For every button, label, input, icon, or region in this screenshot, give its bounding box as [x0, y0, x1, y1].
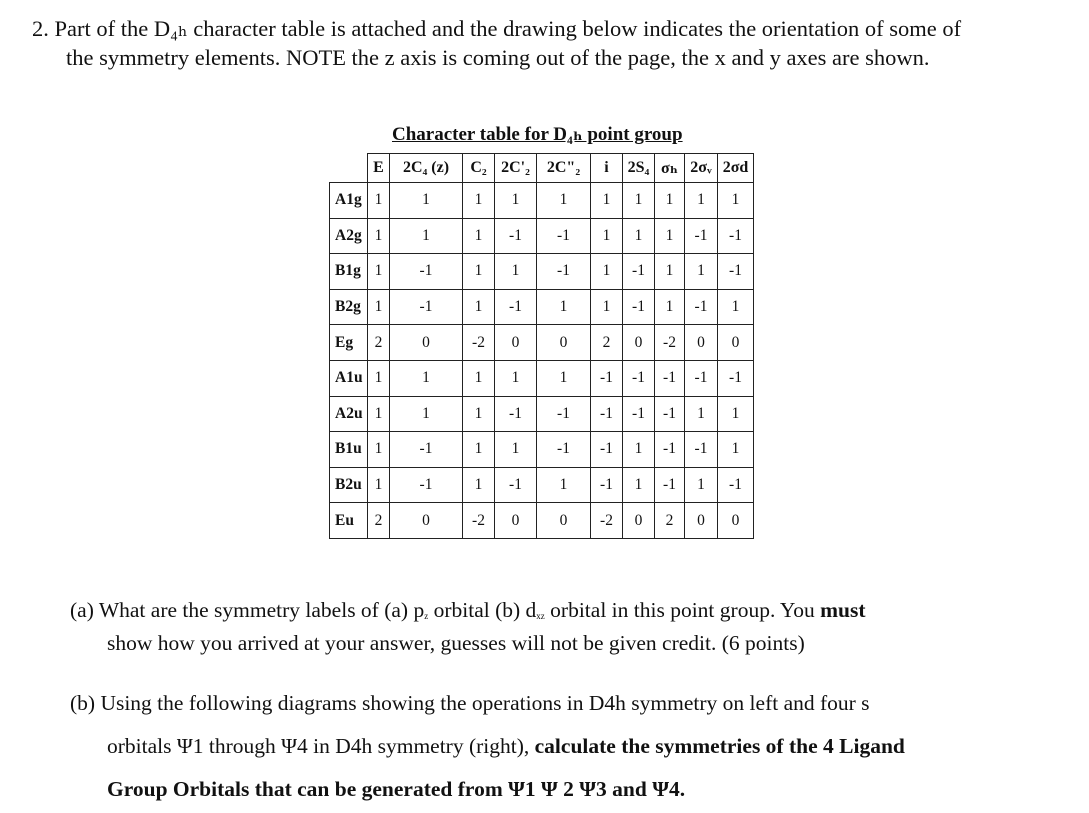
part-a — [70, 597, 1060, 657]
character-cell: -1 — [718, 360, 754, 396]
character-cell: 2 — [591, 325, 623, 361]
character-cell: -1 — [685, 432, 718, 468]
character-cell: 1 — [537, 289, 591, 325]
character-cell: -2 — [463, 503, 495, 539]
character-cell: 0 — [718, 503, 754, 539]
table-row — [330, 503, 754, 539]
character-cell: 1 — [623, 432, 655, 468]
character-cell: 1 — [463, 360, 495, 396]
table-corner — [330, 154, 368, 183]
character-cell: 1 — [655, 183, 685, 219]
irrep-label: Eu — [330, 503, 368, 539]
character-cell: 1 — [685, 183, 718, 219]
header-cell: 2C"₂ — [537, 154, 591, 183]
character-table — [329, 153, 754, 539]
character-cell: 0 — [685, 325, 718, 361]
header-cell: i — [591, 154, 623, 183]
character-cell: 1 — [495, 360, 537, 396]
character-cell: 1 — [463, 183, 495, 219]
character-cell: 1 — [390, 360, 463, 396]
table-row — [330, 183, 754, 219]
table-body — [330, 183, 754, 539]
character-cell: 1 — [368, 432, 390, 468]
character-cell: 0 — [623, 325, 655, 361]
character-cell: 2 — [368, 325, 390, 361]
character-cell: -1 — [537, 218, 591, 254]
character-cell: 1 — [655, 289, 685, 325]
part-b — [70, 682, 1060, 811]
question-line-2: the symmetry elements. NOTE the z axis is coming out of the page, the x and y axes are shown. — [66, 45, 930, 70]
character-cell: 0 — [390, 325, 463, 361]
character-table-title — [392, 123, 683, 146]
part-a-must: must — [820, 598, 866, 622]
part-a-text-1: (a) What are the symmetry labels of (a) p — [70, 598, 425, 622]
character-cell: -2 — [655, 325, 685, 361]
header-cell: 2S₄ — [623, 154, 655, 183]
irrep-label: Eg — [330, 325, 368, 361]
header-cell: 2C₄ (z) — [390, 154, 463, 183]
irrep-label: A1u — [330, 360, 368, 396]
character-cell: -2 — [591, 503, 623, 539]
table-title-text: Character table for D₄ₕ point group — [392, 124, 683, 145]
character-cell: 1 — [463, 218, 495, 254]
character-cell: 0 — [718, 325, 754, 361]
character-cell: 1 — [368, 218, 390, 254]
character-cell: 0 — [685, 503, 718, 539]
character-cell: 0 — [495, 503, 537, 539]
character-cell: 1 — [368, 289, 390, 325]
character-cell: -1 — [591, 467, 623, 503]
character-cell: -1 — [623, 289, 655, 325]
character-cell: 1 — [718, 183, 754, 219]
part-a-line-1: (a) What are the symmetry labels of (a) $p_z$ orbital (b) $d_{xz}$ orbital in this point group. You must — [70, 598, 866, 622]
character-cell: -1 — [655, 467, 685, 503]
header-cell: 2σd — [718, 154, 754, 183]
character-cell: 1 — [463, 432, 495, 468]
character-cell: 1 — [368, 467, 390, 503]
part-a-line-2: show how you arrived at your answer, guesses will not be given credit. (6 points) — [107, 631, 805, 655]
character-cell: 1 — [368, 396, 390, 432]
character-cell: -1 — [623, 396, 655, 432]
character-cell: -1 — [390, 467, 463, 503]
part-b-text-bold: calculate the symmetries of the 4 Ligand — [534, 734, 905, 758]
character-cell: -1 — [623, 360, 655, 396]
irrep-label: B2g — [330, 289, 368, 325]
character-cell: 1 — [718, 289, 754, 325]
table-row — [330, 254, 754, 290]
irrep-label: B1g — [330, 254, 368, 290]
part-a-text-3: orbital in this point group. You — [544, 598, 821, 622]
character-cell: -1 — [655, 396, 685, 432]
character-cell: 1 — [368, 360, 390, 396]
character-cell: -1 — [390, 432, 463, 468]
irrep-label: A2g — [330, 218, 368, 254]
table-row — [330, 325, 754, 361]
character-cell: -1 — [390, 289, 463, 325]
irrep-label: B1u — [330, 432, 368, 468]
character-cell: -1 — [623, 254, 655, 290]
question-line-1: 2. Part of the D₄ₕ character table is attached and the drawing below indicates the orientation of some of — [32, 16, 962, 41]
character-cell: 1 — [463, 467, 495, 503]
character-cell: -1 — [591, 360, 623, 396]
character-cell: 2 — [655, 503, 685, 539]
table-row — [330, 360, 754, 396]
character-cell: 1 — [623, 183, 655, 219]
character-cell: 0 — [623, 503, 655, 539]
character-cell: 1 — [390, 183, 463, 219]
part-b-line-3: Group Orbitals that can be generated from Ψ1 Ψ 2 Ψ3 and Ψ4. — [107, 777, 686, 801]
part-b-line-2 — [70, 725, 1060, 768]
character-cell: 1 — [685, 396, 718, 432]
table-row — [330, 289, 754, 325]
character-cell: 1 — [537, 360, 591, 396]
character-cell: -1 — [685, 289, 718, 325]
character-cell: -2 — [463, 325, 495, 361]
header-cell: E — [368, 154, 390, 183]
header-cell: C₂ — [463, 154, 495, 183]
table-row — [330, 218, 754, 254]
character-cell: 0 — [390, 503, 463, 539]
character-cell: 0 — [495, 325, 537, 361]
part-b-text-plain: orbitals Ψ1 through Ψ4 in D4h symmetry (right), — [107, 734, 535, 758]
character-cell: -1 — [591, 432, 623, 468]
character-cell: -1 — [495, 218, 537, 254]
character-cell: 1 — [655, 218, 685, 254]
character-cell: 1 — [495, 183, 537, 219]
character-cell: 0 — [537, 503, 591, 539]
character-cell: 2 — [368, 503, 390, 539]
character-cell: 1 — [591, 254, 623, 290]
character-cell: 0 — [537, 325, 591, 361]
character-cell: 1 — [463, 289, 495, 325]
character-cell: 1 — [591, 289, 623, 325]
character-cell: 1 — [685, 467, 718, 503]
character-cell: -1 — [537, 396, 591, 432]
part-a-text-2: orbital (b) d — [428, 598, 537, 622]
character-cell: 1 — [623, 467, 655, 503]
character-cell: -1 — [495, 289, 537, 325]
character-cell: -1 — [685, 218, 718, 254]
header-cell: σₕ — [655, 154, 685, 183]
character-cell: -1 — [718, 218, 754, 254]
character-cell: 1 — [718, 432, 754, 468]
character-cell: -1 — [495, 467, 537, 503]
table-row — [330, 432, 754, 468]
character-cell: 1 — [368, 254, 390, 290]
character-cell: 1 — [591, 218, 623, 254]
question-intro — [32, 14, 1072, 72]
character-cell: -1 — [537, 432, 591, 468]
character-cell: 1 — [591, 183, 623, 219]
character-cell: -1 — [390, 254, 463, 290]
character-cell: 1 — [495, 432, 537, 468]
header-cell: 2C'₂ — [495, 154, 537, 183]
character-cell: 1 — [537, 467, 591, 503]
character-cell: 1 — [655, 254, 685, 290]
character-cell: -1 — [685, 360, 718, 396]
character-cell: 1 — [537, 183, 591, 219]
character-cell: 1 — [463, 254, 495, 290]
character-cell: 1 — [495, 254, 537, 290]
character-cell: -1 — [495, 396, 537, 432]
irrep-label: A2u — [330, 396, 368, 432]
irrep-label: A1g — [330, 183, 368, 219]
character-cell: 1 — [368, 183, 390, 219]
character-cell: 1 — [623, 218, 655, 254]
character-cell: -1 — [655, 432, 685, 468]
character-cell: 1 — [718, 396, 754, 432]
character-cell: 1 — [390, 218, 463, 254]
character-cell: 1 — [463, 396, 495, 432]
character-cell: 1 — [685, 254, 718, 290]
character-cell: -1 — [718, 467, 754, 503]
character-cell: -1 — [537, 254, 591, 290]
table-row — [330, 467, 754, 503]
table-row — [330, 396, 754, 432]
character-cell: -1 — [591, 396, 623, 432]
character-cell: 1 — [390, 396, 463, 432]
character-cell: -1 — [718, 254, 754, 290]
table-header-row — [330, 154, 754, 183]
irrep-label: B2u — [330, 467, 368, 503]
character-cell: -1 — [655, 360, 685, 396]
header-cell: 2σᵥ — [685, 154, 718, 183]
part-b-line-1: (b) Using the following diagrams showing the operations in D4h symmetry on left and four s — [70, 691, 870, 715]
